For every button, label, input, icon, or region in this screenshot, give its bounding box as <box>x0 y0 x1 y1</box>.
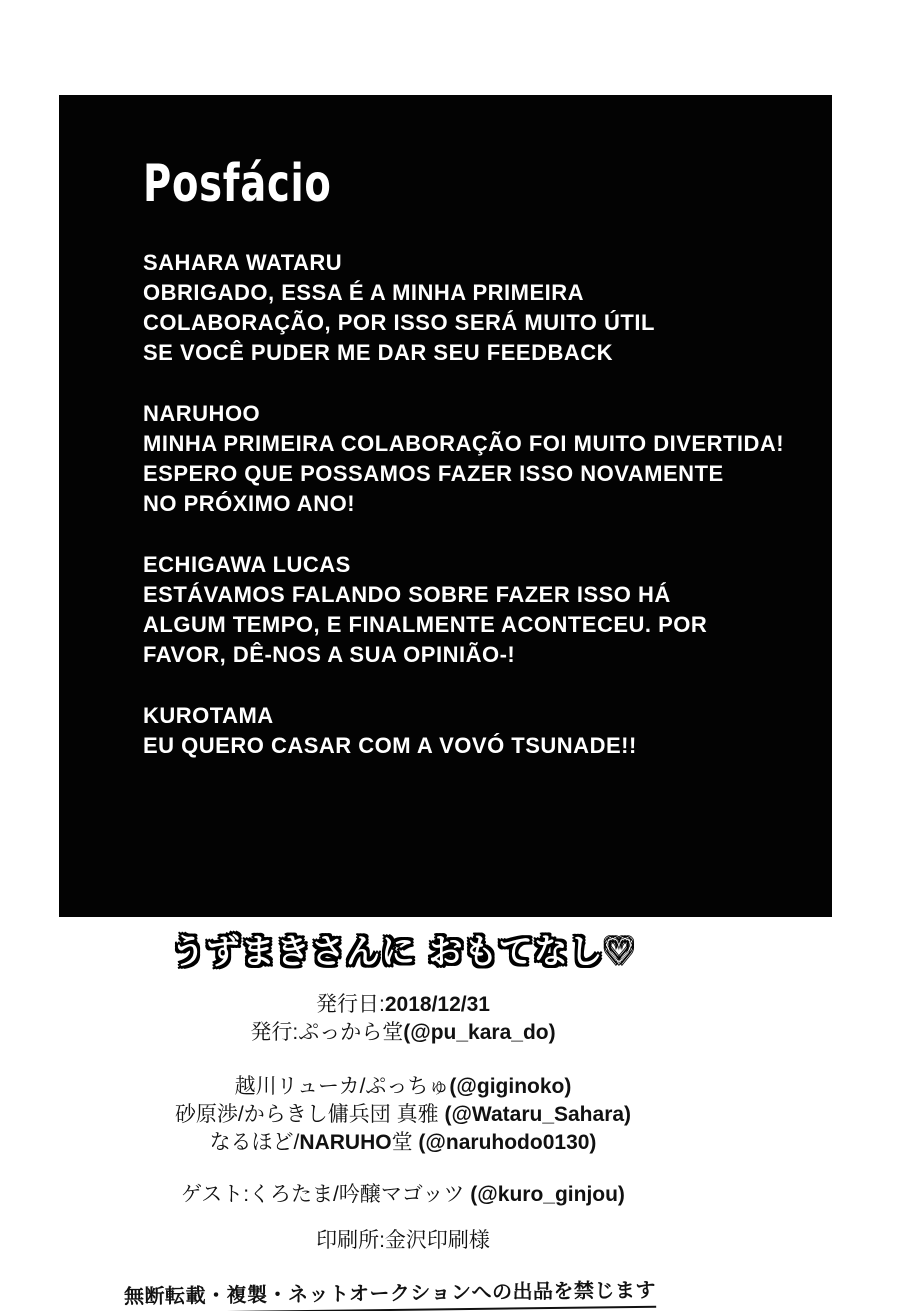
section-line: MINHA PRIMEIRA COLABORAÇÃO FOI MUITO DIVERTIDA! <box>143 430 785 456</box>
colophon-group <box>0 1073 806 1157</box>
section-author: KUROTAMA <box>143 702 274 728</box>
doujin-title: うずまきさんに おもてなし♡ <box>170 932 636 972</box>
colophon-line <box>0 1181 806 1209</box>
section-line: ESTÁVAMOS FALANDO SOBRE FAZER ISSO HÁ <box>143 581 671 607</box>
afterword-heading: Posfácio <box>143 154 332 214</box>
afterword-sections <box>143 248 802 761</box>
section-line: COLABORAÇÃO, POR ISSO SERÁ MUITO ÚTIL <box>143 309 655 335</box>
colophon-line <box>0 1019 806 1047</box>
colophon-segment: 堂 <box>391 1131 419 1154</box>
colophon-segment-bold: (@naruhodo0130) <box>418 1131 597 1154</box>
colophon-segment: ゲスト:くろたま/吟醸マゴッツ <box>181 1183 471 1206</box>
colophon-group <box>0 991 806 1047</box>
colophon-segment: 発行日: <box>316 993 385 1016</box>
section-author: SAHARA WATARU <box>143 249 343 275</box>
afterword-section <box>143 248 802 368</box>
colophon-line <box>0 1129 806 1157</box>
colophon-line <box>0 1227 806 1255</box>
section-line: NO PRÓXIMO ANO! <box>143 490 356 516</box>
doujin-title-row <box>0 928 806 976</box>
section-line: SE VOCÊ PUDER ME DAR SEU FEEDBACK <box>143 339 614 365</box>
colophon-segment: 発行:ぷっから堂 <box>250 1021 404 1044</box>
colophon-segment-bold: NARUHO <box>299 1131 392 1154</box>
colophon-segment-bold: (@giginoko) <box>449 1075 572 1098</box>
section-author: ECHIGAWA LUCAS <box>143 551 351 577</box>
section-line: FAVOR, DÊ-NOS A SUA OPINIÃO-! <box>143 641 516 667</box>
section-line: ALGUM TEMPO, E FINALMENTE ACONTECEU. POR <box>143 611 708 637</box>
colophon-segment-bold: (@Wataru_Sahara) <box>444 1103 632 1126</box>
copyright-notice: 無断転載・複製・ネットオークションへの出品を禁じます <box>124 1274 656 1311</box>
colophon-segment: 印刷所:金沢印刷様 <box>316 1229 490 1252</box>
colophon-group <box>0 1227 806 1255</box>
colophon-line <box>0 1073 806 1101</box>
colophon-segment-bold: (@kuro_ginjou) <box>470 1183 625 1206</box>
section-line: EU QUERO CASAR COM A VOVÓ TSUNADE!! <box>143 732 637 758</box>
section-line: ESPERO QUE POSSAMOS FAZER ISSO NOVAMENTE <box>143 460 724 486</box>
colophon-line <box>0 1101 806 1129</box>
colophon-segment-bold: (@pu_kara_do) <box>403 1021 556 1044</box>
colophon-segment: なるほど/ <box>209 1131 300 1154</box>
afterword-section <box>143 399 802 519</box>
section-author: NARUHOO <box>143 400 261 426</box>
afterword-panel <box>59 95 832 917</box>
colophon-group <box>0 1181 806 1209</box>
colophon-line <box>0 991 806 1019</box>
colophon-segment: 越川リューカ/ぷっちゅ <box>234 1075 450 1098</box>
colophon-groups <box>0 991 806 1255</box>
colophon <box>0 928 806 1311</box>
afterword-section <box>143 550 802 670</box>
section-line: OBRIGADO, ESSA É A MINHA PRIMEIRA <box>143 279 585 305</box>
copyright-notice-row <box>0 1272 793 1311</box>
colophon-segment-bold: 2018/12/31 <box>384 993 490 1016</box>
afterword-section <box>143 701 802 761</box>
colophon-segment: 砂原渉/からきし傭兵団 真雅 <box>174 1103 445 1126</box>
